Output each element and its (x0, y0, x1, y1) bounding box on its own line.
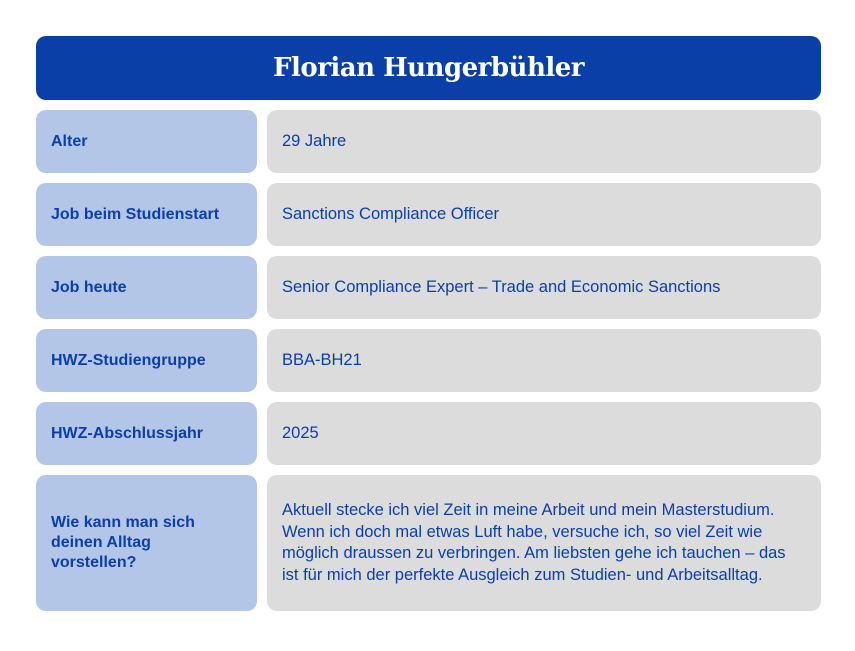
row-value-cell (267, 402, 821, 465)
row-label-cell (36, 475, 257, 611)
row-label-cell (36, 329, 257, 392)
row-job-start (36, 183, 821, 246)
row-value-cell (267, 329, 821, 392)
row-value-cell (267, 110, 821, 173)
row-daily-life (36, 475, 821, 611)
profile-header (36, 36, 821, 100)
row-age (36, 110, 821, 173)
row-label-cell (36, 110, 257, 173)
row-label: HWZ-Studiengruppe (51, 351, 206, 369)
row-label-cell (36, 183, 257, 246)
row-study-group (36, 329, 821, 392)
profile-name: Florian Hungerbühler (273, 53, 584, 83)
row-label-cell (36, 402, 257, 465)
row-label: HWZ-Abschlussjahr (51, 424, 204, 442)
row-value: Aktuell stecke ich viel Zeit in meine Arbeit und mein Masterstudium. Wenn ich doch mal etwas Luft habe, versuche ich, so viel Zeit wie möglich draussen zu verbringen. Am liebsten gehe ich tauchen – das ist für mich der perfekte Ausgleich zum Studien- und Arbeitsalltag. (282, 501, 786, 584)
row-label: Alter (51, 132, 88, 150)
row-label: Wie kann man sich deinen Alltag vorstellen? (51, 514, 195, 571)
row-value: Senior Compliance Expert – Trade and Economic Sanctions (282, 277, 721, 296)
row-value-cell (267, 183, 821, 246)
row-value-cell (267, 475, 821, 611)
row-job-today (36, 256, 821, 319)
row-label: Job heute (51, 278, 127, 296)
row-value: 29 Jahre (282, 131, 347, 150)
row-value: Sanctions Compliance Officer (282, 204, 500, 223)
row-value: BBA-BH21 (282, 350, 362, 369)
row-label: Job beim Studienstart (51, 205, 220, 223)
row-value-cell (267, 256, 821, 319)
row-graduation-year (36, 402, 821, 465)
row-value: 2025 (282, 423, 319, 442)
row-label-cell (36, 256, 257, 319)
